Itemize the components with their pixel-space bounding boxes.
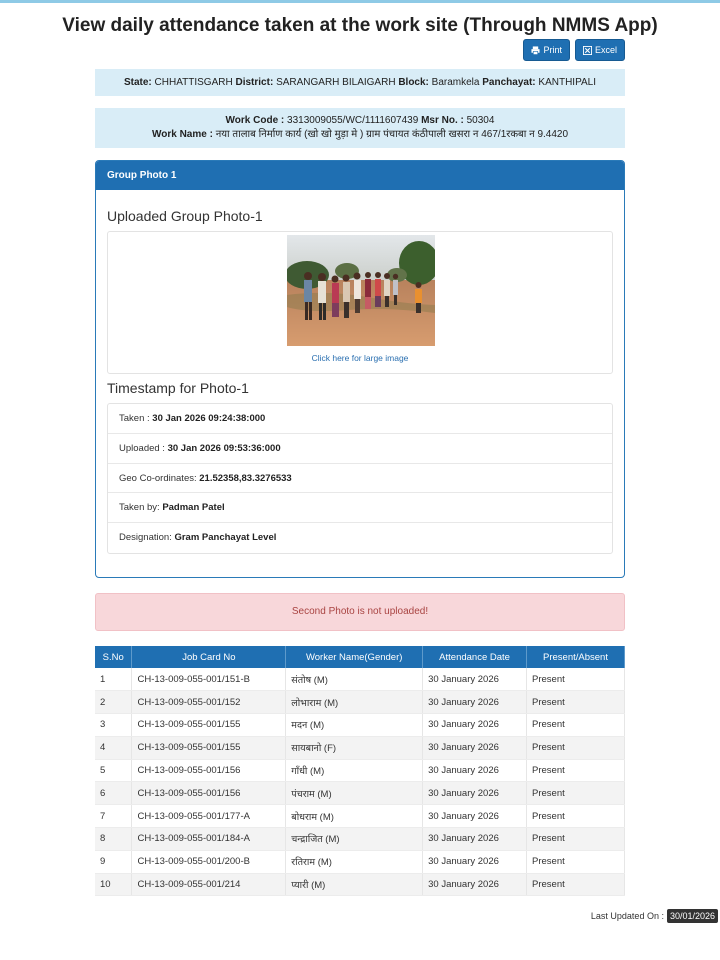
table-row [95, 736, 625, 759]
taken-by-value: Padman Patel [162, 502, 225, 514]
cell-sno: 1 [95, 668, 132, 691]
table-row [95, 805, 625, 828]
table-row [95, 828, 625, 851]
uploaded-photo-title: Uploaded Group Photo-1 [107, 208, 263, 224]
cell-worker: पंचराम (M) [286, 782, 423, 805]
page-title: View daily attendance taken at the work site (Through NMMS App) [62, 15, 658, 36]
block-value: Baramkela [431, 77, 480, 88]
cell-date: 30 January 2026 [423, 873, 527, 896]
cell-job-card: CH-13-009-055-001/184-A [132, 828, 286, 851]
table-row [95, 873, 625, 896]
taken-value: 30 Jan 2026 09:24:38:000 [152, 413, 266, 424]
excel-button[interactable] [575, 39, 625, 61]
large-image-link[interactable]: Click here for large image [311, 353, 409, 363]
table-row [95, 691, 625, 714]
cell-job-card: CH-13-009-055-001/155 [132, 714, 286, 737]
taken-by-label: Taken by: [119, 502, 160, 514]
uploaded-row [108, 434, 612, 464]
msr-value: 50304 [466, 115, 495, 126]
work-name-value: नया तालाब निर्माण कार्य (खो खो मुड़ा मे ) ग्राम पंचायत कंठीपाली खसरा न 467/1रकबा न 9.4420 [215, 129, 569, 140]
cell-worker: संतोष (M) [286, 668, 423, 691]
cell-worker: लोभाराम (M) [286, 691, 423, 714]
cell-status: Present [527, 668, 625, 691]
printer-icon [531, 46, 540, 55]
cell-sno: 8 [95, 828, 132, 851]
cell-sno: 7 [95, 805, 132, 828]
panel-header: Group Photo 1 [96, 161, 624, 190]
uploaded-label: Uploaded : [119, 442, 165, 454]
print-button[interactable] [523, 39, 570, 61]
designation-value: Gram Panchayat Level [174, 532, 277, 544]
cell-status: Present [527, 850, 625, 873]
cell-date: 30 January 2026 [423, 736, 527, 759]
geo-row [108, 464, 612, 494]
cell-job-card: CH-13-009-055-001/156 [132, 759, 286, 782]
cell-status: Present [527, 828, 625, 851]
cell-worker: चन्द्राजित (M) [286, 828, 423, 851]
cell-sno: 6 [95, 782, 132, 805]
taken-label: Taken : [119, 413, 150, 424]
last-updated [591, 909, 718, 923]
table-row [95, 714, 625, 737]
header-attendance-date: Attendance Date [423, 646, 527, 668]
taken-row [108, 404, 612, 434]
cell-sno: 3 [95, 714, 132, 737]
work-info-bar [95, 108, 625, 148]
cell-date: 30 January 2026 [423, 782, 527, 805]
district-value: SARANGARH BILAIGARH [276, 77, 396, 88]
msr-label: Msr No. : [421, 115, 464, 126]
cell-status: Present [527, 759, 625, 782]
cell-status: Present [527, 714, 625, 737]
print-label: Print [543, 45, 562, 55]
work-code-label: Work Code : [225, 115, 285, 126]
table-row [95, 850, 625, 873]
header-present-absent: Present/Absent [527, 646, 625, 668]
cell-status: Present [527, 736, 625, 759]
cell-job-card: CH-13-009-055-001/214 [132, 873, 286, 896]
excel-icon [583, 46, 592, 55]
taken-by-row [108, 493, 612, 523]
geo-value: 21.52358,83.3276533 [199, 472, 292, 484]
cell-job-card: CH-13-009-055-001/200-B [132, 850, 286, 873]
cell-worker: मदन (M) [286, 714, 423, 737]
timestamp-list [107, 403, 613, 554]
designation-row [108, 523, 612, 553]
panchayat-label: Panchayat: [482, 77, 536, 88]
state-label: State: [123, 77, 152, 88]
table-row [95, 759, 625, 782]
district-label: District: [235, 77, 274, 88]
designation-label: Designation: [119, 532, 172, 544]
second-photo-alert: Second Photo is not uploaded! [95, 593, 625, 631]
cell-status: Present [527, 873, 625, 896]
cell-status: Present [527, 782, 625, 805]
cell-date: 30 January 2026 [423, 850, 527, 873]
cell-job-card: CH-13-009-055-001/156 [132, 782, 286, 805]
header-worker-name: Worker Name(Gender) [286, 646, 423, 668]
cell-sno: 4 [95, 736, 132, 759]
work-code-value: 3313009055/WC/1111607439 [287, 115, 419, 126]
photo-container [107, 231, 613, 374]
last-updated-date: 30/01/2026 [667, 909, 718, 923]
cell-job-card: CH-13-009-055-001/151-B [132, 668, 286, 691]
header-sno: S.No [95, 646, 132, 668]
export-buttons [523, 39, 625, 61]
cell-sno: 2 [95, 691, 132, 714]
work-name-label: Work Name : [151, 129, 213, 140]
cell-worker: रतिराम (M) [286, 850, 423, 873]
cell-worker: सायबानो (F) [286, 736, 423, 759]
cell-status: Present [527, 805, 625, 828]
cell-date: 30 January 2026 [423, 714, 527, 737]
attendance-table [95, 646, 625, 896]
top-accent-line [0, 0, 720, 3]
cell-date: 30 January 2026 [423, 691, 527, 714]
timestamp-title: Timestamp for Photo-1 [107, 380, 249, 396]
table-row [95, 668, 625, 691]
cell-job-card: CH-13-009-055-001/155 [132, 736, 286, 759]
header-job-card: Job Card No [132, 646, 286, 668]
cell-job-card: CH-13-009-055-001/177-A [132, 805, 286, 828]
location-info-bar [95, 69, 625, 96]
cell-worker: गाँधी (M) [286, 759, 423, 782]
cell-status: Present [527, 691, 625, 714]
group-photo-panel [95, 160, 625, 578]
excel-label: Excel [594, 45, 617, 55]
block-label: Block: [398, 77, 429, 88]
table-header-row [95, 646, 625, 668]
cell-sno: 5 [95, 759, 132, 782]
cell-job-card: CH-13-009-055-001/152 [132, 691, 286, 714]
cell-worker: बोधराम (M) [286, 805, 423, 828]
panchayat-value: KANTHIPALI [538, 77, 597, 88]
uploaded-value: 30 Jan 2026 09:53:36:000 [167, 442, 281, 454]
cell-date: 30 January 2026 [423, 759, 527, 782]
state-value: CHHATTISGARH [154, 77, 233, 88]
table-row [95, 782, 625, 805]
cell-date: 30 January 2026 [423, 668, 527, 691]
cell-sno: 9 [95, 850, 132, 873]
geo-label: Geo Co-ordinates: [119, 472, 197, 484]
cell-worker: प्यारी (M) [286, 873, 423, 896]
cell-sno: 10 [95, 873, 132, 896]
last-updated-label: Last Updated On : [590, 911, 664, 921]
cell-date: 30 January 2026 [423, 805, 527, 828]
cell-date: 30 January 2026 [423, 828, 527, 851]
group-photo[interactable] [287, 235, 435, 346]
